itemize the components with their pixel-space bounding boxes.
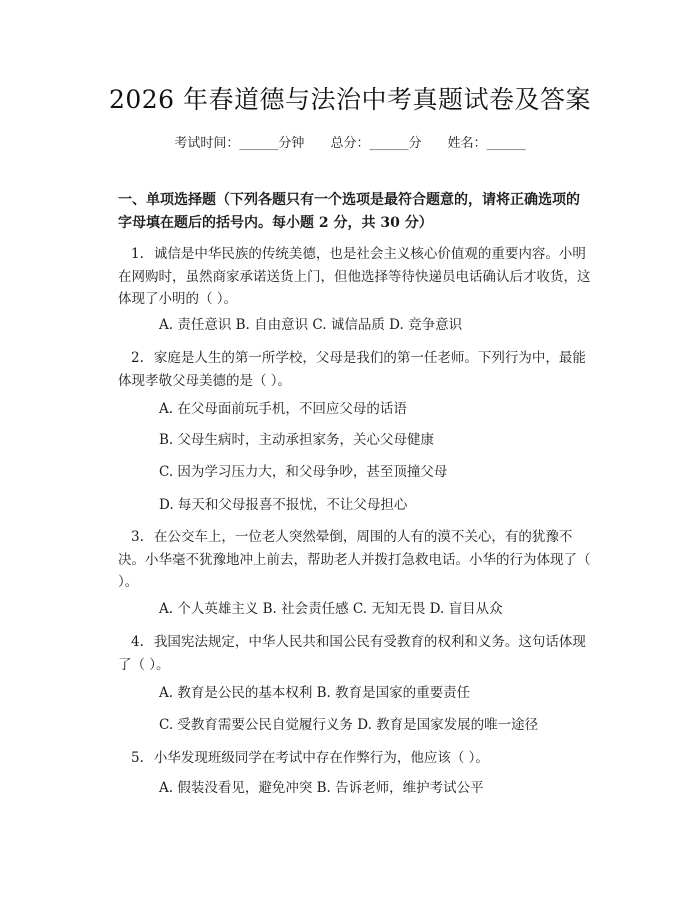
question-number: 2.: [131, 350, 144, 366]
question-text: 小华发现班级同学在考试中存在作弊行为，他应该（ ）。: [153, 750, 489, 766]
question-4-options-ab: A. 教育是公民的基本权利 B. 教育是国家的重要责任: [159, 685, 471, 701]
question-number: 5.: [131, 750, 144, 766]
question-4-options-cd: C. 受教育需要公民自觉履行义务 D. 教育是国家发展的唯一途径: [159, 717, 539, 733]
question-text: 诚信是中华民族的传统美德，也是社会主义核心价值观的重要内容。小明在网购时，虽然商家承诺送货上门，但他选择等待快递员电话确认后才收货，这体现了小明的（ ）。: [118, 246, 591, 307]
page-title: 2026 年春道德与法治中考真题试卷及答案: [108, 85, 592, 114]
question-number: 3.: [131, 529, 144, 545]
question-2-option-b: B. 父母生病时，主动承担家务，关心父母健康: [159, 432, 435, 448]
exam-time-field: 考试时间：______分钟: [174, 136, 305, 151]
question-5: [118, 747, 594, 770]
question-text: 家庭是人生的第一所学校，父母是我们的第一任老师。下列行为中，最能体现孝敬父母美德的是（ ）。: [118, 350, 586, 389]
question-2: [118, 347, 594, 392]
question-2-option-c: C. 因为学习压力大，和父母争吵，甚至顶撞父母: [159, 464, 448, 480]
student-name-field: 姓名：______: [447, 136, 526, 151]
total-score-field: 总分：______分: [330, 136, 422, 151]
question-2-option-d: D. 每天和父母报喜不报忧，不让父母担心: [159, 497, 408, 513]
question-5-options-ab: A. 假装没看见，避免冲突 B. 告诉老师，维护考试公平: [159, 780, 484, 796]
question-1: [118, 243, 594, 311]
question-text: 在公交车上，一位老人突然晕倒，周围的人有的漠不关心，有的犹豫不决。小华毫不犹豫地冲上前去，帮助老人并拨打急救电话。小华的行为体现了（ ）。: [118, 529, 591, 590]
question-number: 1.: [131, 246, 144, 262]
question-4: [118, 631, 594, 676]
question-2-option-a: A. 在父母面前玩手机，不回应父母的话语: [159, 401, 407, 417]
question-3: [118, 526, 594, 594]
exam-info-line: [0, 132, 700, 151]
question-text: 我国宪法规定，中华人民共和国公民有受教育的权利和义务。这句话体现了（ ）。: [118, 634, 586, 673]
section-heading: 一、单项选择题（下列各题只有一个选项是最符合题意的，请将正确选项的字母填在题后的括号内。每小题 2 分，共 30 分）: [118, 192, 580, 231]
question-3-options: A. 个人英雄主义 B. 社会责任感 C. 无知无畏 D. 盲目从众: [159, 601, 503, 617]
question-number: 4.: [131, 634, 144, 650]
question-1-options: A. 责任意识 B. 自由意识 C. 诚信品质 D. 竞争意识: [159, 317, 463, 333]
